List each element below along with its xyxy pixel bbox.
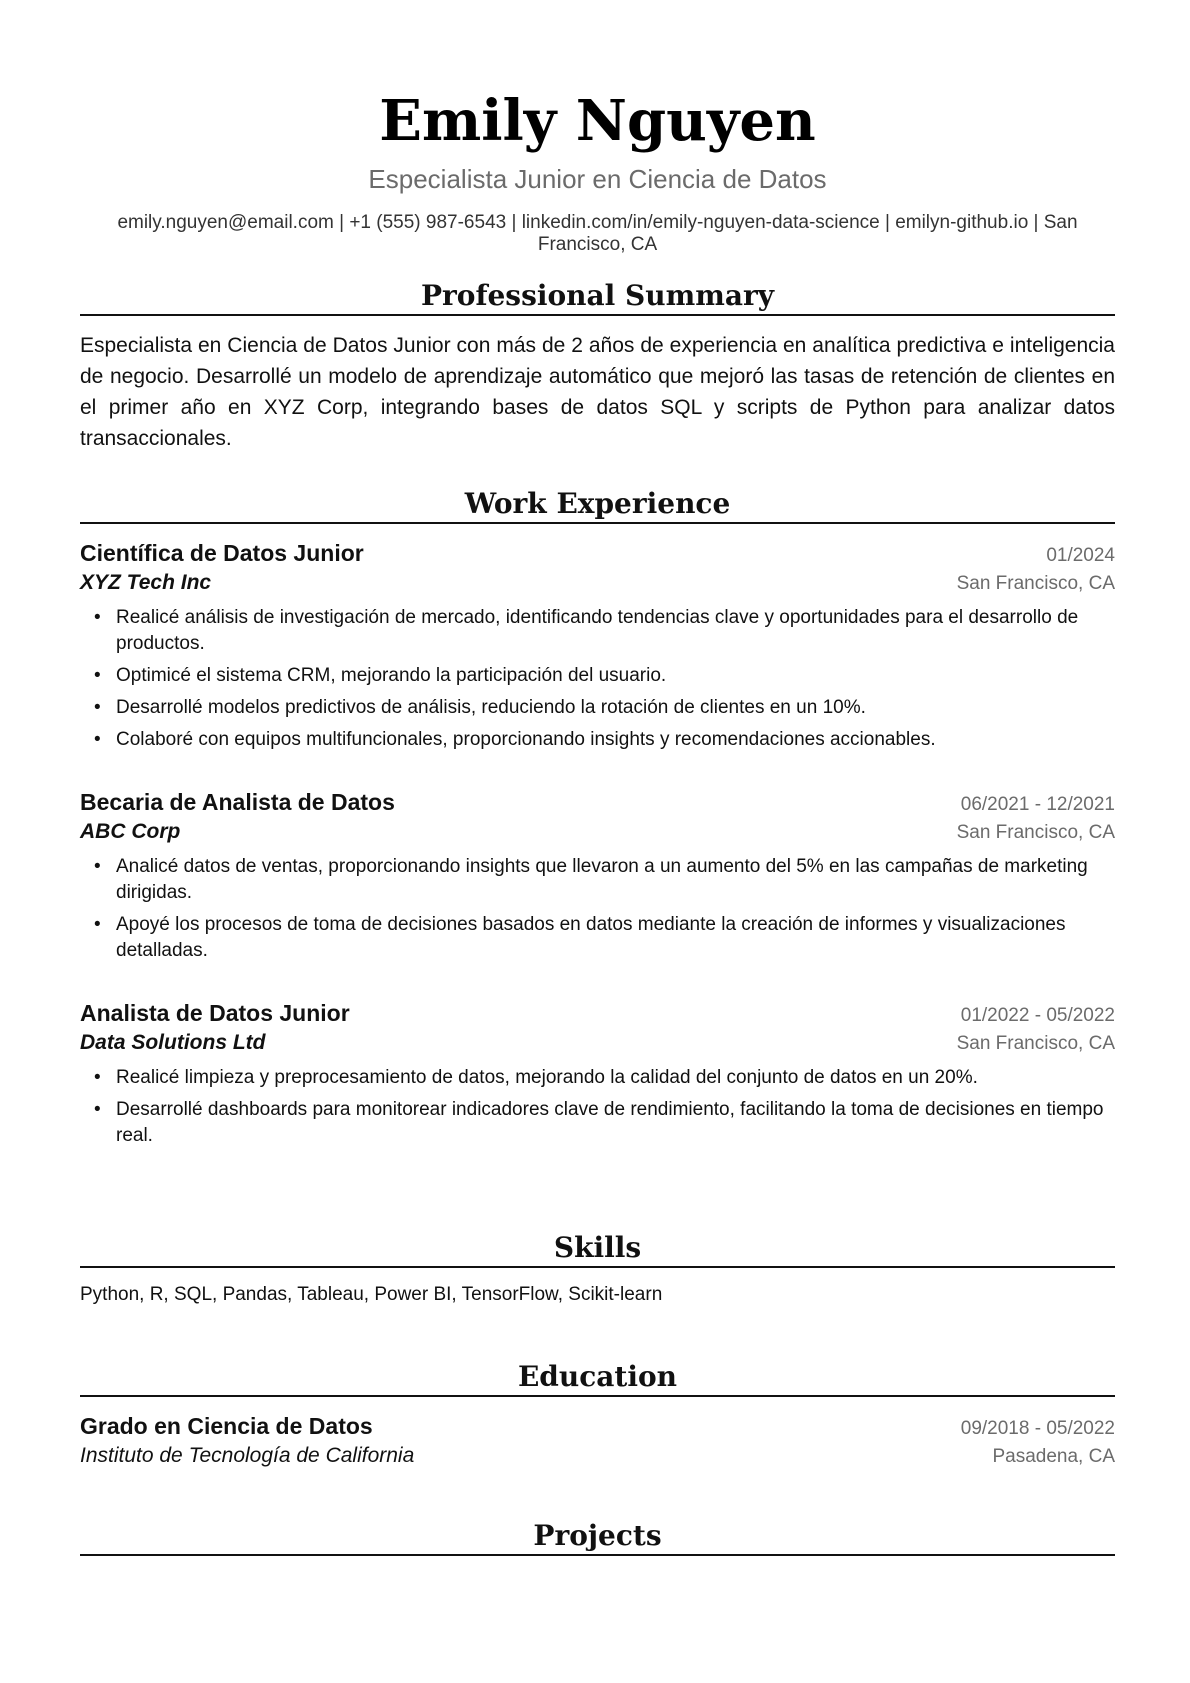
projects-heading: Projects bbox=[80, 1516, 1115, 1556]
job-company: Data Solutions Ltd bbox=[80, 1031, 266, 1054]
school-name: Instituto de Tecnología de California bbox=[80, 1444, 415, 1467]
skills-list: Python, R, SQL, Pandas, Tableau, Power BI, TensorFlow, Scikit-learn bbox=[80, 1284, 663, 1305]
education-section bbox=[80, 1357, 1115, 1468]
experience-heading: Work Experience bbox=[80, 484, 1115, 524]
education-date: 09/2018 - 05/2022 bbox=[960, 1418, 1115, 1439]
job-company: XYZ Tech Inc bbox=[80, 571, 212, 594]
summary-text: Especialista en Ciencia de Datos Junior con más de 2 años de experiencia en analítica predictiva e inteligencia de negocio. Desarrollé un modelo de aprendizaje automático que mejoró las tasas de retención de clientes en el primer año en XYZ Corp, integrando bases de datos SQL y scripts de Python para analizar datos transaccionales. bbox=[80, 334, 1115, 450]
list-item: • Desarrollé modelos predictivos de análisis, reduciendo la rotación de clientes en un 10%. bbox=[80, 695, 1115, 721]
list-item: • Colaboré con equipos multifuncionales, proporcionando insights y recomendaciones accionables. bbox=[80, 727, 1115, 753]
job-bullets bbox=[80, 605, 1115, 753]
job-date: 06/2021 - 12/2021 bbox=[960, 794, 1115, 815]
job-title: Analista de Datos Junior bbox=[80, 1000, 350, 1026]
list-item: • Realicé análisis de investigación de mercado, identificando tendencias clave y oportunidades para el desarrollo de productos. bbox=[80, 605, 1115, 657]
job-location: San Francisco, CA bbox=[956, 1033, 1115, 1054]
job-bullets bbox=[80, 1065, 1115, 1149]
job-date: 01/2022 - 05/2022 bbox=[960, 1005, 1115, 1026]
list-item: • Analicé datos de ventas, proporcionando insights que llevaron a un aumento del 5% en las campañas de marketing dirigidas. bbox=[80, 854, 1115, 906]
contact-line: emily.nguyen@email.com | +1 (555) 987-6543 | linkedin.com/in/emily-nguyen-data-science | emilyn-github.io | San Francisco, CA bbox=[117, 212, 1078, 255]
job-entry bbox=[80, 540, 1115, 753]
job-title: Científica de Datos Junior bbox=[80, 540, 364, 566]
candidate-title: Especialista Junior en Ciencia de Datos bbox=[368, 164, 827, 194]
skills-heading: Skills bbox=[80, 1228, 1115, 1268]
job-entry bbox=[80, 789, 1115, 964]
education-entry bbox=[80, 1413, 1115, 1468]
projects-section bbox=[80, 1516, 1115, 1556]
school-location: Pasadena, CA bbox=[992, 1446, 1115, 1467]
candidate-name: Emily Nguyen bbox=[379, 88, 816, 154]
degree-title: Grado en Ciencia de Datos bbox=[80, 1413, 373, 1439]
experience-section bbox=[80, 484, 1115, 1155]
list-item: • Desarrollé dashboards para monitorear indicadores clave de rendimiento, facilitando la toma de decisiones en tiempo real. bbox=[80, 1097, 1115, 1149]
job-title: Becaria de Analista de Datos bbox=[80, 789, 395, 815]
list-item: • Realicé limpieza y preprocesamiento de datos, mejorando la calidad del conjunto de datos en un 20%. bbox=[80, 1065, 1115, 1091]
job-location: San Francisco, CA bbox=[956, 573, 1115, 594]
education-heading: Education bbox=[80, 1357, 1115, 1397]
list-item: • Apoyé los procesos de toma de decisiones basados en datos mediante la creación de informes y visualizaciones detalladas. bbox=[80, 912, 1115, 964]
job-company: ABC Corp bbox=[80, 820, 181, 843]
skills-section bbox=[80, 1228, 1115, 1306]
job-bullets bbox=[80, 854, 1115, 964]
job-entry bbox=[80, 1000, 1115, 1149]
list-item: • Optimicé el sistema CRM, mejorando la participación del usuario. bbox=[80, 663, 1115, 689]
summary-heading: Professional Summary bbox=[80, 276, 1115, 316]
job-date: 01/2024 bbox=[1046, 545, 1115, 566]
summary-section bbox=[80, 276, 1115, 454]
job-location: San Francisco, CA bbox=[956, 822, 1115, 843]
